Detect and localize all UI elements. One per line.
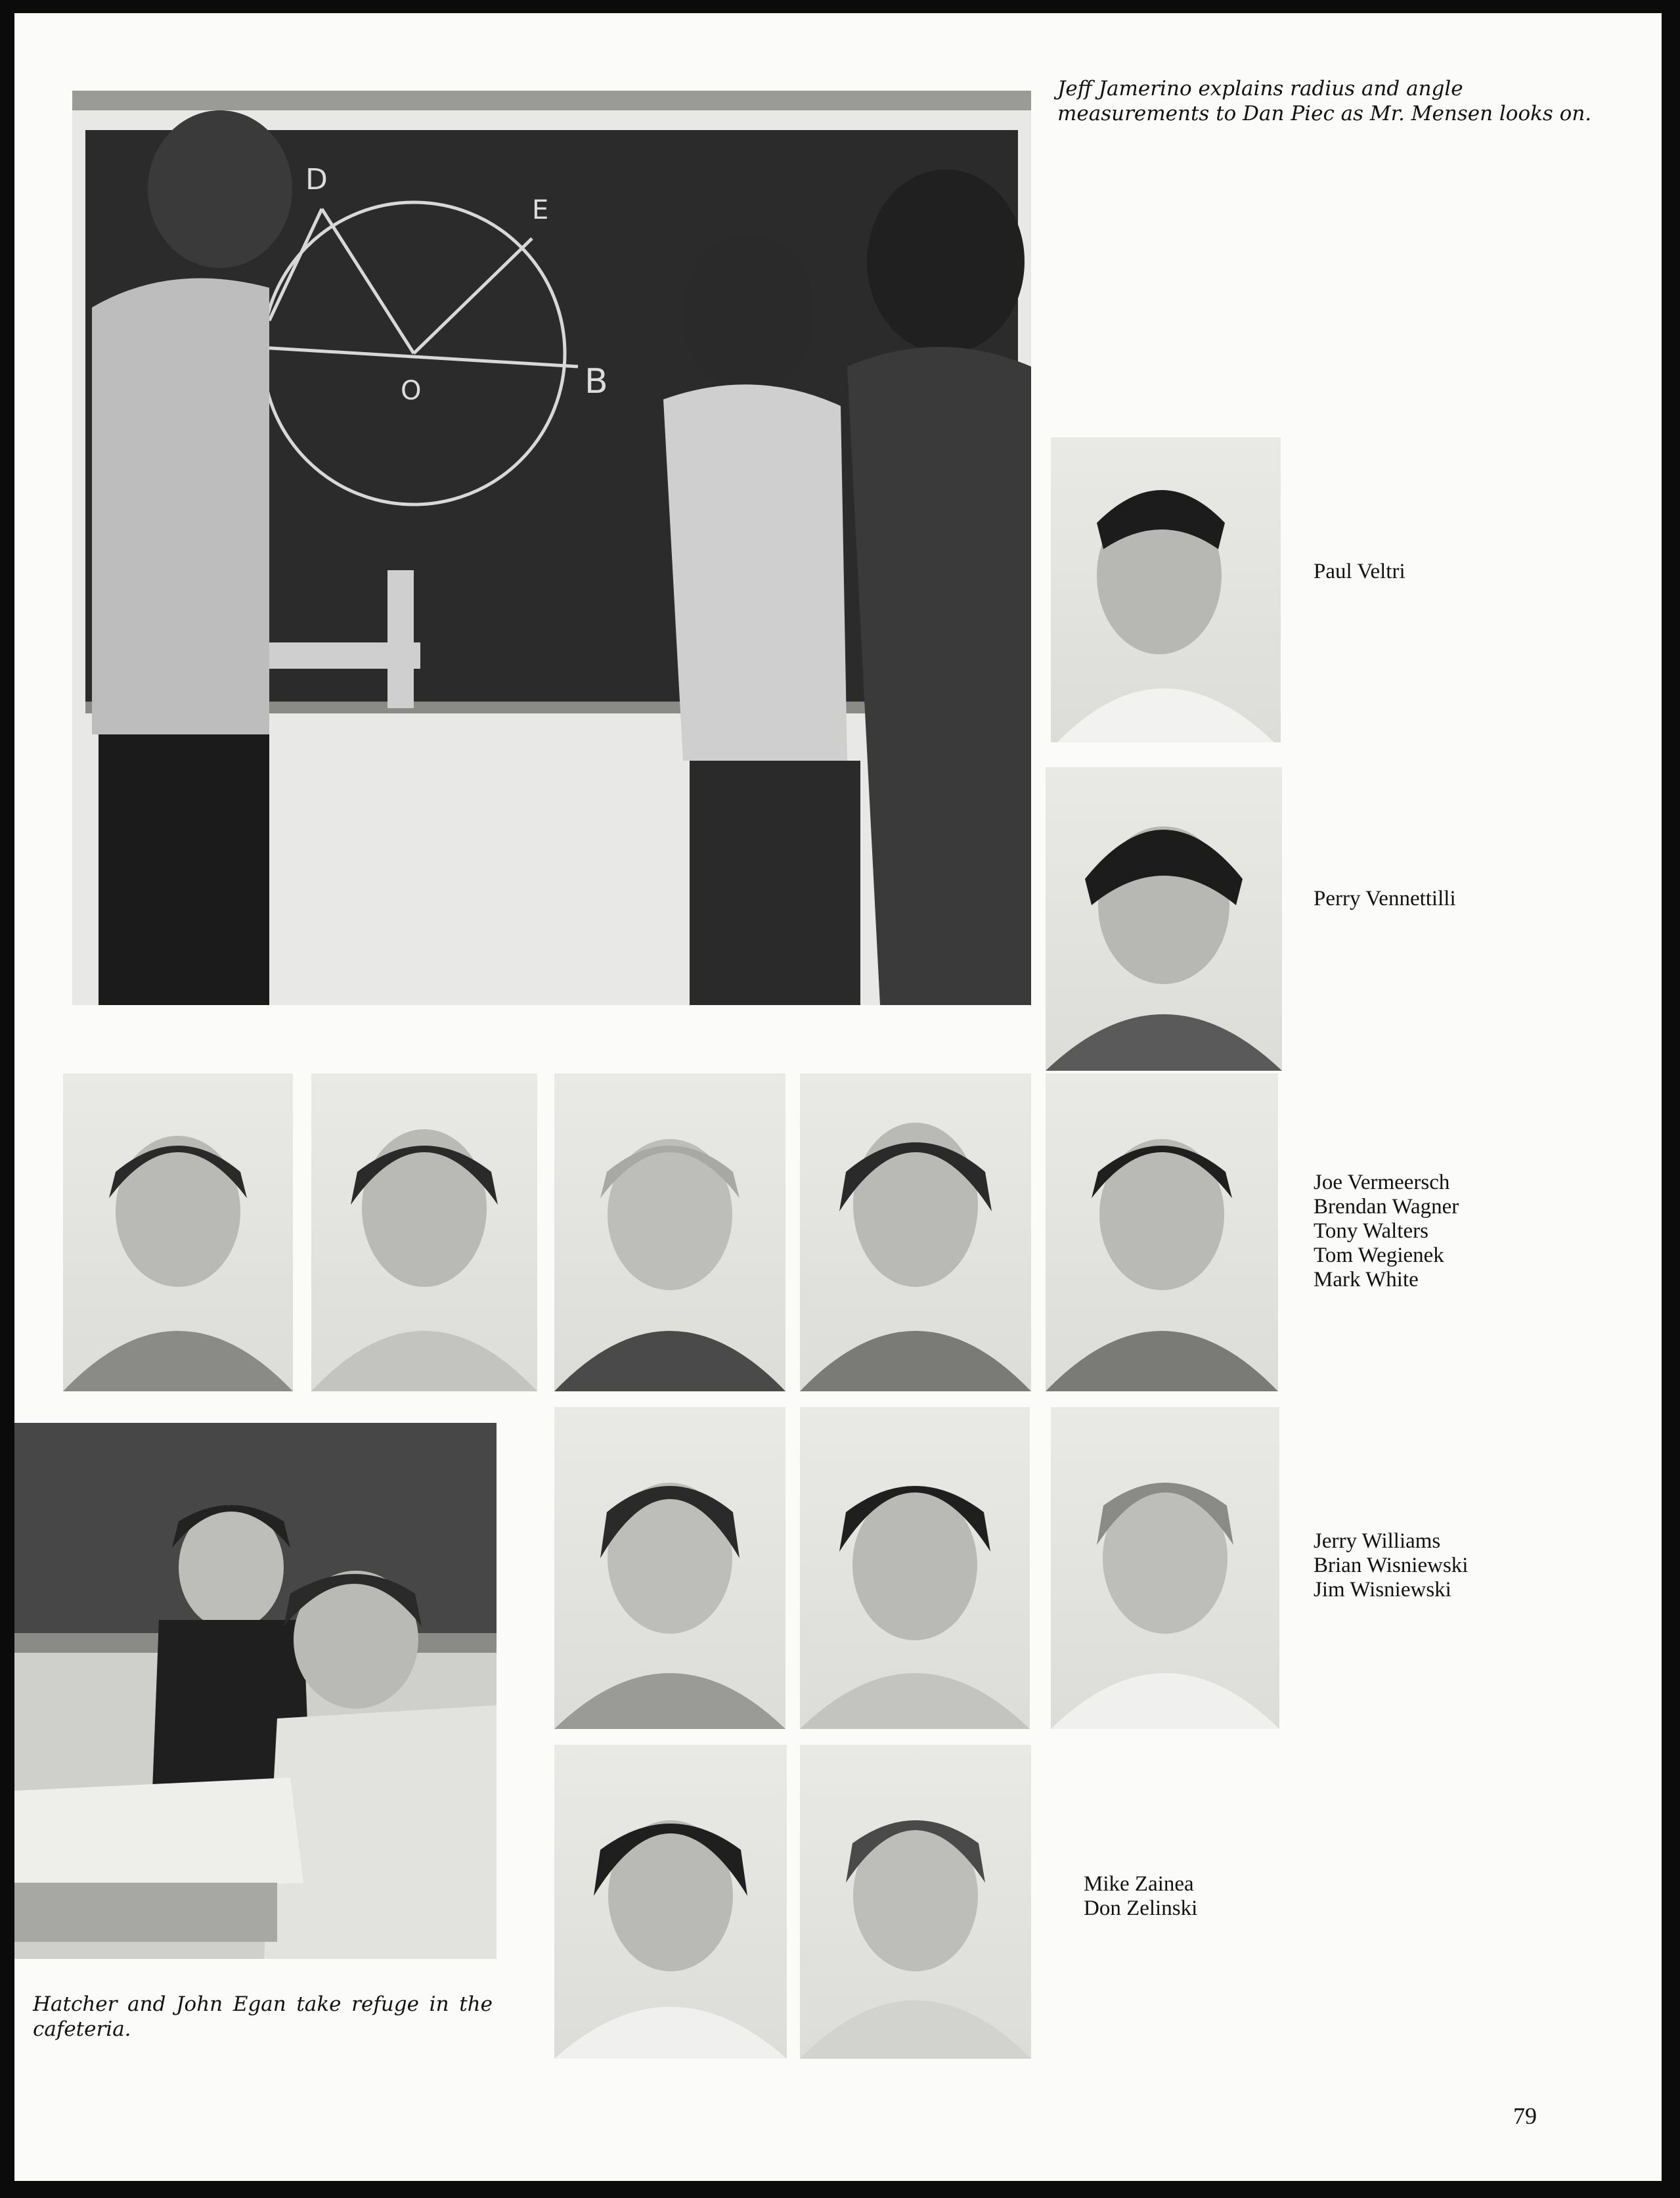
cafeteria-photo bbox=[14, 1423, 497, 1959]
name-line: Mark White bbox=[1314, 1268, 1419, 1291]
name-line: Joe Vermeersch bbox=[1314, 1171, 1450, 1194]
classroom-photo-art bbox=[72, 91, 1031, 1005]
portrait-don-zelinski bbox=[800, 1745, 1031, 2059]
portrait-joe-vermeersch bbox=[63, 1073, 293, 1391]
yearbook-page bbox=[14, 13, 1662, 2181]
name-line: Perry Vennettilli bbox=[1314, 887, 1456, 910]
portrait-tony-walters bbox=[554, 1073, 785, 1391]
bottom-caption: Hatcher and John Egan take refuge in the cafeteria. bbox=[33, 1992, 493, 2041]
classroom-photo bbox=[72, 91, 1031, 1005]
name-line: Mike Zainea bbox=[1084, 1872, 1194, 1896]
name-line: Brendan Wagner bbox=[1314, 1195, 1459, 1219]
name-line: Don Zelinski bbox=[1084, 1896, 1198, 1920]
names-group-3 bbox=[1314, 1171, 1459, 1292]
chalk-label-e: E bbox=[532, 195, 549, 225]
name-line: Tom Wegienek bbox=[1314, 1244, 1444, 1267]
name-line: Paul Veltri bbox=[1314, 560, 1405, 583]
portrait-paul-veltri bbox=[1051, 437, 1281, 742]
names-group-1 bbox=[1314, 560, 1405, 584]
portrait-mark-white bbox=[1046, 1073, 1278, 1391]
chalk-label-d: D bbox=[305, 163, 328, 196]
name-line: Jerry Williams bbox=[1314, 1529, 1441, 1553]
names-group-4 bbox=[1314, 1529, 1468, 1602]
chalk-label-b: B bbox=[585, 362, 608, 401]
name-line: Jim Wisniewski bbox=[1314, 1578, 1451, 1602]
name-line: Brian Wisniewski bbox=[1314, 1554, 1469, 1577]
chalk-label-o: O bbox=[401, 376, 422, 406]
page-number: 79 bbox=[1513, 2103, 1537, 2129]
portrait-brian-wisniewski bbox=[800, 1407, 1030, 1729]
names-group-2 bbox=[1314, 887, 1456, 911]
portrait-brendan-wagner bbox=[311, 1073, 537, 1391]
top-caption: Jeff Jamerino explains radius and angle measurements to Dan Piec as Mr. Mensen looks on. bbox=[1057, 77, 1592, 125]
portrait-jerry-williams bbox=[554, 1407, 785, 1729]
portrait-perry-vennettilli bbox=[1046, 767, 1282, 1071]
names-group-5 bbox=[1084, 1872, 1197, 1921]
portrait-jim-wisniewski bbox=[1051, 1407, 1279, 1729]
portrait-tom-wegienek bbox=[800, 1073, 1031, 1391]
name-line: Tony Walters bbox=[1314, 1219, 1428, 1243]
portrait-mike-zainea bbox=[554, 1745, 787, 2059]
